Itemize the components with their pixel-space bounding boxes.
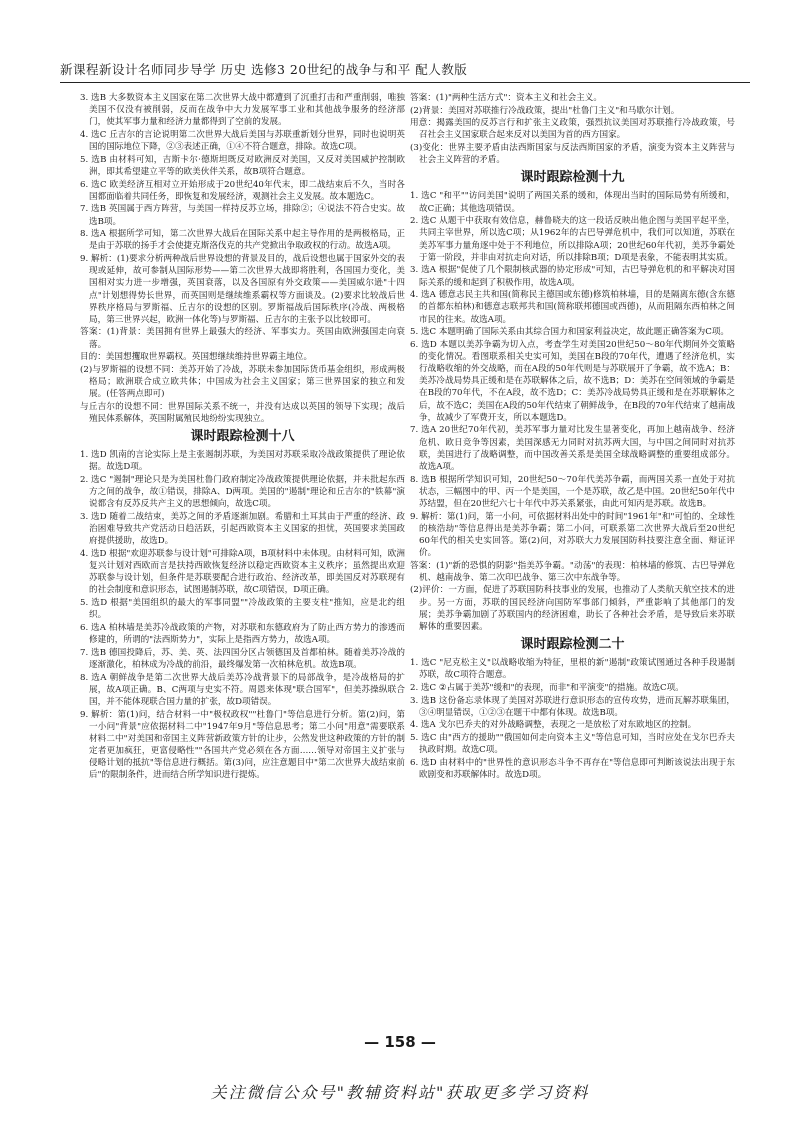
question-answer-item: 4. 选A 戈尔巴乔夫的对外战略调整，表现之一是放松了对东欧地区的控制。 (410, 720, 697, 731)
question-answer-item: 3. 选B 这份备忘录体现了美国对苏联进行意识形态的宣传攻势，进而瓦解苏联集团，③④明显错误，①②③在题干中都有体现。故选B项。 (410, 695, 735, 718)
question-answer-item: 4. 选A 德意志民主共和国(简称民主德国或东德)修筑柏林墙，目的是隔离东德(含东德的首都东柏林)和德意志联邦共和国(简称联邦德国或西德)，从而阻隔东西柏林之间市民的往来。故选A项。 (410, 290, 735, 325)
question-answer-item: 6. 选D 由材料中的"世界性的意识形态斗争不再存在"等信息即可判断该说法出现于东欧剧变和苏联解体时。故选D项。 (410, 757, 735, 780)
page-number: — 158 — (364, 1033, 436, 1051)
question-answer-item: 2. 选C "遏制"理论只是为美国杜鲁门政府制定冷战政策提供理论依据，并未批起东西方之间的战争，故①错误，排除A、D两项。美国的"遏制"理论和丘吉尔的"铁幕"演说都含有反苏反共产主义的思想倾向，故选C项。 (80, 475, 405, 510)
header-rule (60, 82, 750, 83)
question-answer-item: 9. 解析：第(1)问，结合材料一中"极权政权""杜鲁门"等信息进行分析。第(2)问，第一小问"背景"应依据材料二中"1947年9月"等信息思考；第二小问"用意"需要联系材料二中"对美国和帝国主义阵营新政策方针的让步，公然发世这种政策的方针的制定者更加疯狂，更富侵略性""各国共产党必须在各方面……领导对帝国主义扩张与侵略计划的抵抗"等信息进行概括。第(3)问，应注意题目中"第二次世界大战结束前后"的限制条件，进而结合所学知识进行提炼。 (80, 709, 405, 781)
question-answer-item: 7. 选B 德国投降后，苏、美、英、法四国分区占领德国及首都柏林。随着美苏冷战的逐渐激化，柏林成为冷战的前沿，最终爆发第一次柏林危机。故选B项。 (80, 647, 405, 670)
answer-text: 用意：揭露美国的反苏言行和扩张主义政策，强烈抗议美国对苏联推行冷战政策，号召社会主义国家联合起来反对以美国为首的西方国家。 (410, 118, 735, 141)
running-header: 新课程新设计名师同步导学 历史 选修3 20世纪的战争与和平 配人教版 (60, 62, 468, 77)
question-answer-item: 9. 解析：(1)要求分析两种战后世界设想的背景及目的，战后设想也属于国家外交的表现或延伸，故可参制从国际形势——第二次世界大战即将胜利，各国国力变化，美国相对实力进一步增强，英国衰落，以及各国原有外交政策——美国威尔逊"十四点"计划想得势长世界，而英国则是继续维系霸权等方面谈及。(2)要求比较战后世界秩序格局与罗斯福、丘吉尔的设想的区别。罗斯福战后国际秩序(冷战、两极格局，第三世界兴起，欧洲一体化等)与罗斯福、丘吉尔的主张予以比较即可。 (80, 254, 405, 325)
question-answer-item: 1. 选D 凯南的言论实际上是主张遏制苏联，为美国对苏联采取冷战政策提供了理论依据。故选D项。 (80, 450, 405, 473)
question-answer-item: 6. 选C 欧美经济互相对立开始形成于20世纪40年代末，即二战结束后不久，当时各国都面临着共同任务，即恢复和发展经济，观测社会主义发展。故本题选C。 (80, 179, 405, 202)
question-answer-item: 6. 选D 本题以美苏争霸为切入点，考查学生对美国20世纪50～80年代期间外交策略的变化情况。看图联系相关史实可知，美国在B段的70年代，遭遇了经济危机，实行战略收缩的外交战略，而在A段的50年代则是与苏联展开了争霸，故不选A；B：美苏冷战局势具正缓和是在苏联解体之后，故不选B；D：美苏在空间领域的争霸是在B段的70年代，不在A段，故不选D；C：美苏冷战局势具正缓和是在苏联解体之后，故不选C；美国在A段的50年代结束了朝鲜战争，在B段的70年代结束了越南战争，故减少了军费开支，所以本题选D。 (410, 339, 735, 423)
question-answer-item: 1. 选C "和平""访问美国"说明了两国关系的缓和，体现出当时的国际局势有所缓和，故C正确；其他选项错误。 (410, 191, 735, 214)
question-answer-item: 7. 选A 20世纪70年代初，美苏军事力量对比发生显著变化，再加上越南战争、经济危机、欧日竞争等因素，美国深感无力同时对抗苏两大国，与中国之间同时对抗苏联，美国进行了战略调整，而中国改善关系是美国全球战略调整的重要组成部分。故选A项。 (410, 425, 735, 472)
question-answer-item: 8. 选A 朝鲜战争是第二次世界大战后美苏冷战背景下的局部战争，是冷战格局的扩展，故A项正确。B、C两项与史实不符。周恩来体现"联合国军"，但美苏操纵联合国，并不能体现联合国力量的扩张，故D项错误。 (80, 672, 405, 707)
question-answer-item: 5. 选C 本题明确了国际关系由其综合国力和国家利益决定，故此题正确答案为C项。 (410, 327, 730, 338)
question-answer-item: 8. 选A 根据所学可知，第二次世界大战后在国际关系中起主导作用的是两极格局，正是由于苏联的扬手才会使捷克斯洛伐克的共产党掀出争取政权的行动。故选A项。 (80, 229, 405, 252)
answer-text: 答案：(1)背景：美国拥有世界上最强大的经济、军事实力。英国由欧洲强国走向衰落。 (80, 327, 405, 350)
question-answer-item: 6. 选A 柏林墙是美苏冷战政策的产物，对苏联和东德政府为了防止西方势力的渗透而修建的，所谓的"法西斯势力"，实际上是指西方势力，故选A项。 (80, 622, 405, 646)
question-answer-item: 2. 选C ②占属于美苏"缓和"的表现，而非"和平演变"的措施。故选C项。 (410, 682, 684, 693)
question-answer-item: 5. 选B 由材料可知，吉斯卡尔·德斯坦既反对欧洲反对美国，又反对美国威护控制欧洲，即其希望建立平等的欧美伙伴关系，故B项符合题意。 (80, 154, 405, 177)
right-column (410, 92, 735, 782)
answer-text: 答案：(1)"新的恐惧的阴影"指美苏争霸。"动荡"的表现：柏林墙的修筑、古巴导弹危机、越南战争、第二次印巴战争、第三次中东战争等。 (410, 560, 735, 583)
answer-text: 目的：美国想攫取世界霸权。英国想继续维持世界霸主地位。 (80, 352, 313, 363)
answer-text: (2)评价：一方面，促进了苏联国防科技事业的发展，也推动了人类航天航空技术的进步。另一方面，苏联的国民经济向国防军事部门倾斜，严重影响了其他部门的发展；美苏争霸加剧了苏联国内的经济困难，助长了各种社会矛盾，是导致后来苏联解体的重要因素。 (410, 585, 735, 632)
question-answer-item: 1. 选C "尼克松主义"以战略收缩为特征，里根的新"遏制"政策试图通过各种手段遏制苏联，故C项符合题意。 (410, 658, 735, 681)
footer-note: 关注微信公众号"教辅资料站"获取更多学习资料 (210, 1083, 590, 1102)
answer-text: (3)变化：世界主要矛盾由法西斯国家与反法西斯国家的矛盾，演变为资本主义阵营与社会主义阵营的矛盾。 (410, 143, 735, 166)
question-answer-item: 4. 选C 丘吉尔的言论说明第二次世界大战后美国与苏联重新划分世界，同时也说明英国的国际地位下降，②③表述正确，①④不符合题意，排除。故选C项。 (80, 129, 405, 153)
question-answer-item: 2. 选C 从题干中获取有效信息，赫鲁晓夫的这一段话反映出他企图与美国平起平坐，共同主宰世界，所以选C项；从1962年的古巴导弹危机中，我们可以知道，苏联在美苏军事力量角逐中处于不利地位，所以排除A项；20世纪60年代初，美苏争霸处于第一阶段，并非由对抗走向对话，所以排除B项；D项是表象，不能表明其实质。 (410, 216, 735, 263)
section-title: 课时跟踪检测十九 (520, 170, 625, 186)
question-answer-item: 4. 选D 根据"欢迎苏联参与设计划"可排除A项，B项材料中未体现。由材料可知，欧洲复兴计划对西欧而言是扶持西欧恢复经济以稳定西欧资本主义秩序；虽然提出欢迎苏联参与设计划，但条件是苏联要配合进行政治、经济改革，即美国反对苏联现有的社会制度和意识形态，试图遏制苏联，故C项错误，D项正确。 (80, 548, 405, 596)
question-answer-item: 9. 解析：第(1)问，第一小问，可依据材料出处中的时间"1961年"和"可怕的、全球性的核浩劫"等信息得出是美苏争霸；第二小问，可联系第二次世界大战后至20世纪60年代的相关史实回答。第(2)问，对苏联大力发展国防科技要注意全面、辩证评价。 (410, 511, 735, 558)
question-answer-item: 8. 选B 根据所学知识可知，20世纪50～70年代美苏争霸，而两国关系一直处于对抗状态，三幅图中的甲、丙一个是美国，一个是苏联，故乙是中国。20世纪50年代中苏结盟，但在20世纪六七十年代中苏关系紧张，由此可知丙是苏联。故选B。 (410, 474, 735, 509)
question-answer-item: 3. 选D 随着二战结束，美苏之间的矛盾逐渐加剧。希腊和土耳其由于严重的经济、政治困难导致共产党活动日趋活跃，引起西欧资本主义国家的担忧，英国要求美国政府提供援助，故选D。 (80, 512, 405, 547)
section-title: 课时跟踪检测二十 (520, 637, 625, 653)
question-answer-item: 7. 选B 英国属于西方阵营，与美国一样持反苏立场，排除②；④说法不符合史实。故选B项。 (80, 204, 405, 227)
question-answer-item: 3. 选B 大多数资本主义国家在第二次世界大战中都遭到了沉重打击和严重削弱，唯独美国不仅没有被削弱，反而在战争中大力发展军事工业和其他战争服务的经济部门，使其军事力量和经济力量都得到了空前的发展。 (80, 93, 405, 128)
answer-text: 答案：(1)"两种生活方式"：资本主义和社会主义。 (410, 93, 602, 103)
left-column (80, 92, 405, 782)
question-answer-item: 5. 选C 由"西方的援助""俄国如何走向资本主义"等信息可知，当时应处在戈尔巴乔夫执政时期。故选C项。 (410, 733, 735, 756)
question-answer-item: 5. 选D 根据"美国组织的最大的军事同盟""冷战政策的主要支柱"推知，应是北约组织。 (80, 598, 405, 621)
question-answer-item: 3. 选A 根据"促使了几个限制核武器的协定形成"可知，古巴导弹危机的和平解决对国际关系的缓和起到了积极作用，故选A项。 (410, 265, 735, 288)
answer-text: (2)与罗斯福的设想不同：美苏开始了冷战，苏联未参加国际货币基金组织，形成两极格局；欧洲联合成立欧共体；中国成为社会主义国家；第三世界国家的独立和发展。(任答两点即可) (80, 364, 405, 400)
answer-text: (2)背景：美国对苏联推行冷战政策，提出"杜鲁门主义"和马歇尔计划。 (410, 105, 680, 116)
section-title: 课时跟踪检测十八 (190, 429, 295, 445)
answer-text: 与丘吉尔的设想不同：世界国际关系不统一，并没有达成以英国的领导下实现；战后殖民体系解体，英国附属殖民地纷纷实现独立。 (80, 401, 405, 425)
